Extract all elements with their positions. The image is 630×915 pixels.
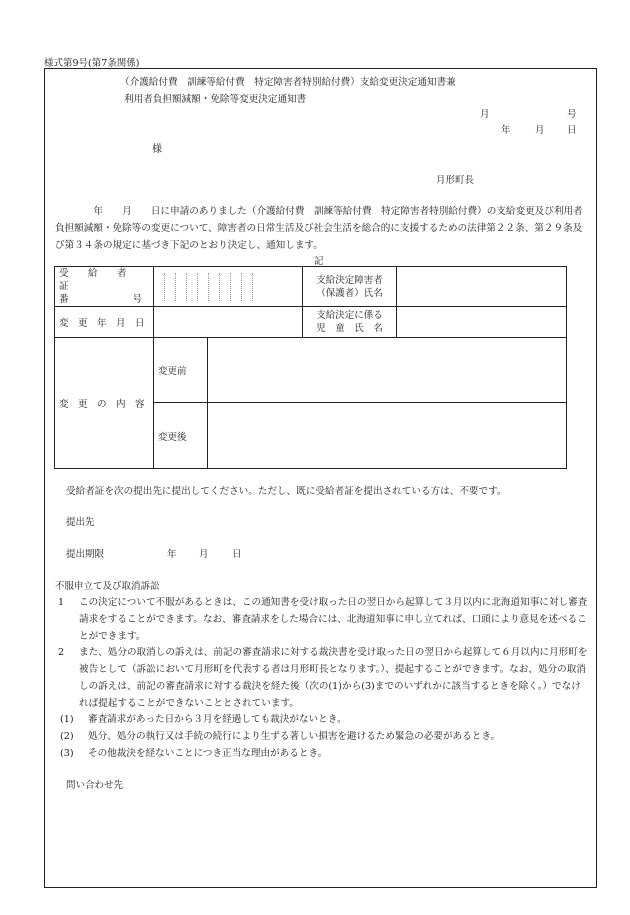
digit-box <box>154 273 165 301</box>
deadline-year: 年 <box>167 549 177 560</box>
appeal-sub1-text: 審査請求があった日から３月を経過しても裁決がないとき。 <box>88 714 347 725</box>
deadline-label: 提出期限 <box>66 549 105 560</box>
contact-label: 問い合わせ先 <box>66 780 124 791</box>
child-label-top: 支給決定に係る <box>316 310 383 321</box>
digit-box <box>242 273 253 301</box>
appeal-item2-num: 2 <box>58 647 65 658</box>
child-name-field[interactable] <box>397 307 567 338</box>
form-number: 様式第9号(第7条関係) <box>44 58 140 69</box>
deadline-month: 月 <box>199 549 209 560</box>
change-date-label: 変 更 年 月 日 <box>55 307 154 338</box>
body-text: 年 月 日に申請のありました（介護給付費 訓練等給付費 特定障害者特別給付費）の支給変更及び利用者負担額減額・免除等の変更について、障害者の日常生活及び社会生活を総合的に支援するための法律第２２条、第２９条及び第３４条の規定に基づき下記のとおり決定し、通知します。 <box>55 206 583 251</box>
appeal-item2-text: また、処分の取消しの訴えは、前記の審査請求に対する裁決書を受け取った日の翌日から起算して６月以内に月形町を被告として（訴訟において月形町を代表する者は月形町長となります。）、提起することができます。なお、処分の取消しの訴えは、前記の審査請求に対する裁決を経た後（次の(1)から(3)までのいずれかに該当するときを除く。）でなければ提起することができないこととされています。 <box>79 647 588 709</box>
appeal-sub2-text: 処分、処分の執行又は手続の続行により生ずる著しい損害を避けるため緊急の必要があるとき。 <box>88 731 501 742</box>
ki-mark: 記 <box>314 256 324 267</box>
digit-box <box>198 273 209 301</box>
digit-box <box>253 273 264 301</box>
decision-person-label-top: 支給決定障害者 <box>316 274 383 286</box>
recipient-cert-label-top: 受 給 者 証 <box>59 268 147 292</box>
appeal-sub2-num: (2) <box>60 731 74 742</box>
child-label-cell <box>303 307 397 338</box>
header-month: 月 <box>480 109 490 120</box>
recipient-cert-label-cell <box>55 267 154 307</box>
appeal-heading: 不服申立て及び取消訴訟 <box>55 581 160 592</box>
header-year: 年 <box>501 125 511 136</box>
submit-to-label: 提出先 <box>66 517 95 528</box>
appeal-sub3-text: その他裁決を経ないことにつき正当な理由があるとき。 <box>88 748 328 759</box>
document-title-line1: （介護給付費 訓練等給付費 特定障害者特別給付費）支給変更決定通知書兼 <box>120 77 456 88</box>
change-date-field[interactable] <box>154 307 303 338</box>
child-label-bottom: 児 童 氏 名 <box>316 323 383 334</box>
decision-person-label-cell <box>303 267 397 307</box>
digit-box <box>176 273 187 301</box>
form-frame <box>44 68 597 888</box>
appeal-item1-num: 1 <box>58 597 65 608</box>
after-content-field[interactable] <box>208 403 567 469</box>
digit-box <box>209 273 220 301</box>
digit-box <box>231 273 242 301</box>
appeal-sub1-num: (1) <box>60 714 74 725</box>
document-title-line2: 利用者負担額減額・免除等変更決定通知書 <box>124 94 307 105</box>
before-content-field[interactable] <box>208 338 567 403</box>
digit-box <box>165 273 176 301</box>
digit-box <box>187 273 198 301</box>
digit-box <box>220 273 231 301</box>
header-number: 号 <box>567 109 577 120</box>
header-month2: 月 <box>535 125 545 136</box>
change-content-label: 変 更 の 内 容 <box>55 338 154 469</box>
decision-person-name-field[interactable] <box>397 267 567 307</box>
deadline-day: 日 <box>232 549 242 560</box>
appeal-sub3-num: (3) <box>60 748 74 759</box>
header-day: 日 <box>567 125 577 136</box>
before-label: 変更前 <box>154 338 208 403</box>
issuer: 月形町長 <box>436 175 475 186</box>
appeal-item1-text: この決定について不服があるときは、この通知書を受け取った日の翌日から起算して３月以内に北海道知事に対し審査請求をすることができます。なお、審査請求をした場合には、北海道知事に申し立てれば、口頭により意見を述べることができます。 <box>79 597 588 642</box>
decision-table <box>54 266 567 469</box>
recipient-cert-label-bottom: 番 号 <box>59 294 144 305</box>
notice-text: 受給者証を次の提出先に提出してください。ただし、既に受給者証を提出されている方は、不要です。 <box>66 486 507 497</box>
recipient-suffix: 様 <box>152 144 162 155</box>
recipient-cert-number-field[interactable] <box>154 267 303 307</box>
decision-person-label-bottom: （保護者）氏名 <box>316 287 383 299</box>
after-label: 変更後 <box>154 403 208 469</box>
